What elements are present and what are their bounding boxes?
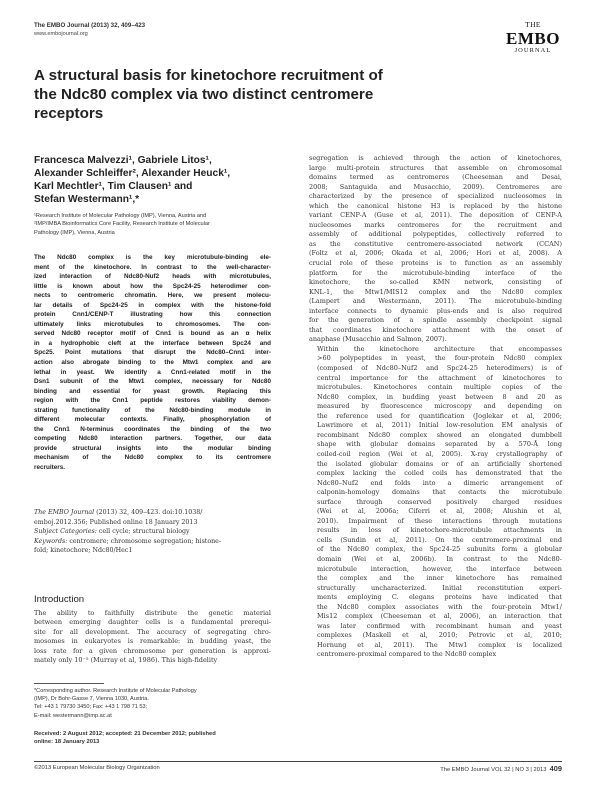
abstract (34, 253, 271, 473)
section-heading-introduction: Introduction (34, 594, 85, 605)
citation-doi-line[interactable]: emboj.2012.356; Published online 18 January 2013 (34, 518, 198, 526)
body-line: 2010). Impairment of these interactions through mutations (317, 516, 562, 525)
abstract-line: ultimately links microtubules to chromosomes. The con- (34, 320, 271, 328)
abstract-line: lar details of Spc24-25 in complex with the histone-fold (34, 301, 271, 309)
body-line: measured by fluorescence microscopy and depending on (317, 402, 562, 411)
abstract-line: provide structural insights into the modular binding (34, 444, 271, 452)
abstract-line: ment of the kinetochore. In contrast to the well-character- (34, 263, 271, 271)
title-line: the Ndc80 complex via two distinct centromere (34, 85, 374, 103)
body-line: of the Ndc80 complex, the Spc24-25 subunits form a globular (317, 545, 562, 554)
body-line: surface through conserved positively charged residues (317, 497, 562, 506)
body-line: segregation is achieved through the action of kinetochores, (309, 154, 562, 162)
body-line: for the generation of a spindle assembly checkpoint signal (309, 316, 562, 325)
author-list (34, 154, 271, 206)
intro-line: mately only 10⁻⁵ (Murray et al, 1986). This high-fidelity (34, 656, 218, 665)
footer-issue: The EMBO Journal VOL 32 | NO 3 | 2013 (440, 767, 547, 773)
body-line: that coordinates kinetochore attachment with the onset of (309, 325, 562, 334)
abstract-line: the Cnn1 N-terminus coordinates the binding of the two (34, 425, 271, 433)
correspondence-line: Tel: +43 1 79730 3450; Fax: +43 1 798 71 53; (34, 704, 148, 711)
body-line: >60 polypeptides in yeast, the four-protein Ndc80 complex (317, 354, 562, 363)
author-line: Alexander Schleiffer², Alexander Heuck¹, (34, 168, 231, 179)
correspondence-line: E-mail: westermann@imp.ac.at (34, 712, 112, 719)
body-line: kinetochore, the so-called KMN network, consisting of (309, 278, 562, 287)
body-line: anaphase (Musacchio and Salmon, 2007). (309, 335, 447, 344)
abstract-line: Spc25. Point mutations that disrupt the Ndc80–Cnn1 inter- (34, 349, 271, 357)
body-line: the complex and the inner kinetochore has remained (317, 574, 562, 583)
abstract-line: mechanism of the Ndc80 complex to its centromere (34, 454, 271, 462)
body-line: platform for the microtubule-binding interface of the (309, 268, 562, 277)
body-line: ments employing C. elegans proteins have indicated that (317, 593, 562, 602)
keywords-continued: fold; kinetochore; Ndc80/Hec1 (34, 547, 133, 554)
body-line: variant CENP-A (Guse et al, 2011). The deposition of CENP-A (309, 211, 562, 220)
body-line: microtubules. Kinetochores contain multiple copies of the (317, 383, 562, 392)
keywords-value: centromere; chromosome segregation; histone- (67, 537, 222, 545)
body-line: large multi-protein structures that assemble on chromosomal (309, 163, 562, 172)
author-line: Francesca Malvezzi¹, Gabriele Litos¹, (34, 155, 212, 166)
body-line: Ndc80 complex, in budding yeast between 8 and 20 as (317, 392, 562, 401)
body-line: results in loss of kinetochore-microtubule attachments in (317, 526, 562, 535)
body-line: complexes (Maskell et al, 2010; Petrovic et al, 2010; (317, 631, 562, 640)
subject-value: cell cycle; structural biology (96, 528, 190, 535)
abstract-line: in a hydrophobic cleft at the interface between Spc24 and (34, 339, 271, 347)
article-title (34, 67, 444, 123)
body-line: coiled-coil region (Wei et al, 2005). X-ray crystallography of (317, 449, 562, 458)
body-line: Within the kinetochore architecture that encompasses (317, 344, 562, 353)
abstract-line: ized interaction of Ndc80-Nuf2 heads with microtubules, (34, 273, 271, 281)
body-line: structurally uncharacterized. Initial reconstitution experi- (317, 583, 562, 592)
intro-line: mosomes in eukaryotes is remarkable: in budding yeast, the (34, 637, 271, 646)
body-line: Ndc80–Nuf2 end folds into a dimeric arrangement of (317, 478, 562, 487)
body-line: calponin-homology domains that contacts the microtubule (317, 488, 562, 497)
body-line: Mis12 complex (Cheeseman et al, 2006), an interaction that (317, 612, 562, 621)
abstract-line: competing Ndc80 interaction partners. Together, our data (34, 435, 271, 443)
affiliation-line: ¹Research Institute of Molecular Pathology (IMP), Vienna, Austria and (34, 213, 207, 219)
body-line: central importance for the attachment of kinetochores to (317, 373, 562, 382)
body-line: cells (Sundin et al, 2011). On the centromere-proximal end (317, 535, 562, 544)
abstract-line: region with the Cnn1 peptide restores viability demon- (34, 397, 271, 405)
correspondence-note (34, 687, 271, 720)
correspondence-line: *Corresponding author. Research Institute of Molecular Pathology (34, 688, 197, 694)
body-line: characterized by the presence of specialized nucleosomes in (309, 192, 562, 201)
title-line: receptors (34, 104, 104, 122)
body-line: Lawrimore et al, 2011) Initial low-resolution EM analysis of (317, 421, 562, 430)
received-line: Received: 2 August 2012; accepted: 21 December 2012; published (34, 731, 216, 737)
intro-line: site for all development. The accuracy of segregating chro- (34, 627, 271, 636)
body-line: microtubule interaction, however, the interface between (317, 564, 562, 573)
body-line: domain (Wei et al, 2006b). In contrast to the Ndc80- (317, 554, 562, 563)
body-line: the isolated globular domains or of an artificially shortened (317, 459, 562, 468)
body-paragraph (309, 154, 562, 345)
abstract-line: strating functionality of the Ndc80-binding module in (34, 406, 271, 414)
affiliation-line: Pathology (IMP), Vienna, Austria (34, 229, 115, 236)
citation-journal: The EMBO Journal (34, 509, 95, 516)
title-line: A structural basis for kinetochore recruitment of (34, 67, 383, 84)
journal-url[interactable]: www.embojournal.org (34, 31, 88, 37)
introduction-text (34, 609, 271, 666)
footer-copyright: ©2013 European Molecular Biology Organization (34, 765, 160, 771)
intro-line: between emerging daughter cells is a fundamental prerequi- (34, 618, 271, 627)
body-line: shape with globular domains separated by a 570-Å long (317, 440, 562, 449)
abstract-line: Dsn1 subunit of the Mtw1 complex, necessary for Ndc80 (34, 378, 271, 386)
body-line: recombinant Ndc80 complex showed an elongated dumbbell (317, 430, 562, 439)
author-line: Stefan Westermann¹,* (34, 194, 140, 205)
body-line: as the constitutive centromere-associated network (CCAN) (309, 239, 562, 248)
right-column-text (309, 154, 562, 660)
body-line: nucleosomes marks centromeres for the recruitment and (309, 220, 562, 229)
body-line: (Lampert and Westermann, 2011). The microtubule-binding (309, 297, 562, 306)
abstract-line: protein Cnn1/CENP-T illustrating how this connection (34, 311, 271, 319)
body-line: (Wei et al, 2006a; Ciferri et al, 2008; Alushin et al, (317, 507, 562, 516)
body-line: centromere-proximal compared to the Ndc80 complex (317, 650, 497, 659)
intro-line: The ability to faithfully distribute the genetic material (34, 609, 271, 617)
affiliation-line: ²IMP/IMBA Bioinformatics Core Facility, Research Institute of Molecular (34, 221, 210, 228)
body-line: assembly of additional polypeptides, collectively referred to (309, 230, 562, 239)
abstract-line: served Ndc80 receptor motif of Cnn1 is bound as an α helix (34, 330, 271, 338)
abstract-line: recruiters. (34, 464, 66, 472)
body-line: was later confirmed with recombinant human and yeast (317, 621, 562, 630)
correspondence-line: (IMP), Dr Bohr-Gasse 7, Vienna 1030, Austria. (34, 696, 149, 703)
body-line: domains termed as centromeres (Cheeseman and Desai, (309, 173, 562, 182)
keywords-label: Keywords: (34, 537, 68, 545)
footer-divider (34, 761, 562, 762)
citation-block (34, 508, 271, 556)
keywords (34, 537, 271, 547)
body-line: crucial role of these proteins is to function as an assembly (309, 259, 562, 268)
page-number: 409 (549, 764, 562, 773)
received-line: online: 18 January 2013 (34, 739, 100, 746)
body-paragraph (309, 345, 562, 660)
body-line: complex lacking the coiled coils has demonstrated that the (317, 469, 562, 478)
intro-line: loss rate for a given chromosome per generation is approxi- (34, 646, 271, 655)
embo-journal-logo (505, 21, 561, 54)
abstract-line: lethal in yeast. We identify a Cnn1-related motif in the (34, 368, 271, 376)
affiliations (34, 212, 271, 237)
received-dates (34, 730, 271, 747)
body-line: KNL-1, the Mtw1/MIS12 complex and the Ndc80 complex (309, 287, 562, 296)
abstract-line: binding and essential for yeast growth. Replacing this (34, 387, 271, 395)
footnote-divider (34, 683, 104, 684)
abstract-line: different molecular contexts. Finally, phosphorylation of (34, 416, 271, 424)
citation-line (34, 508, 271, 518)
footer-journal-info (440, 764, 562, 773)
citation-volume-pages: (2013) 32, 409–423. doi:10.1038/ (94, 509, 203, 516)
abstract-line: The Ndc80 complex is the key microtubule-binding ele- (34, 254, 271, 261)
logo-line-the: THE (525, 20, 541, 29)
body-line: (composed of Ndc80–Nuf2 and Spc24-25 heterodimers) is of (317, 364, 562, 373)
body-line: 2008; Santaguida and Musacchio, 2009). Centromeres are (309, 182, 562, 191)
body-line: interface connects to dynamic plus-ends and is also required (309, 306, 562, 315)
body-line: which the canonical histone H3 is replaced by the histone (309, 201, 562, 210)
body-line: the reference used for quantification (Joglekar et al, 2006; (317, 411, 562, 420)
author-line: Karl Mechtler¹, Tim Clausen¹ and (34, 181, 193, 192)
subject-label: Subject Categories: (34, 528, 97, 535)
body-line: (Foltz et al, 2006; Okada et al, 2006; Hori et al, 2008). A (309, 249, 562, 258)
subject-categories (34, 527, 271, 537)
abstract-line: little is known about how the Spc24-25 heterodimer con- (34, 282, 271, 290)
abstract-line: nects to centromeric chromatin. Here, we present molecu- (34, 292, 271, 300)
abstract-line: action also abrogate binding to the Mtw1 complex and are (34, 359, 271, 367)
logo-line-embo: EMBO (506, 28, 560, 48)
body-line: Hornung et al, 2011). The Mtw1 complex is localized (317, 640, 562, 649)
logo-line-journal: JOURNAL (514, 46, 552, 54)
body-line: the Ndc80 complex associates with the four-protein Mtw1/ (317, 602, 562, 611)
journal-reference: The EMBO Journal (2013) 32, 409–423 (34, 22, 146, 29)
